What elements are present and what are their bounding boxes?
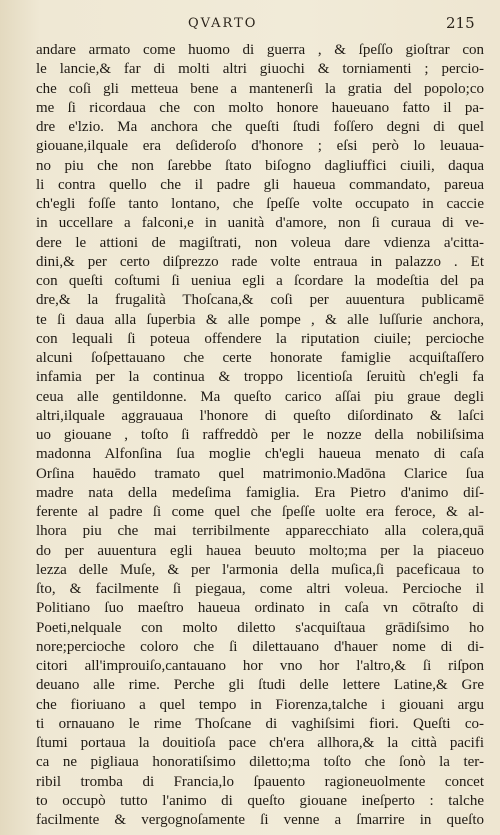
text-line: dre,& la frugalità Thoſcana,& coſi per auuentura publicamē [36,292,484,309]
text-line: lezza delle Muſe, & per l'armonia della muſica,ſi paceficaua to [36,561,484,578]
text-line: te ſi daua alla ſuperbia & alle pompe , & alle luſſurie anchora, [36,311,484,328]
text-line: dre e'lzio. Ma anchora che queſti ſtudi foſſero degni di quel [36,119,484,135]
text-line: alcuni ſoſpettauano che certe honorate famiglie acquiſtaſſero [36,350,484,366]
text-line: uo giouane , toſto ſi raffreddò per le nozze della nobiliſsima [36,427,484,443]
text-line: ſtumi portaua la douitioſa pace ch'era allhora,& la città pacifi [36,735,484,751]
text-line: to occupò tutto l'animo di queſto giouane ineſperto : talche [36,792,484,809]
text-line: Poeti,nelquale con molto diletto s'acquiſtaua grādiſsimo ho [36,619,484,636]
text-line: ca ne pigliaua honoratiſsimo diletto;ma toſto che ſonò la ter- [36,754,484,771]
page-header [0,14,500,36]
text-line: Politiano ſuo maeſtro haueua ordinato in caſa vn cōtraſto di [36,600,484,617]
text-line: le lancie,& far di molti altri giuochi & torniamenti ; percio- [36,61,484,78]
text-line: infamia per la continua & troppo licentioſa ſeruitù ch'egli fa [36,369,484,386]
text-line: madonna Alfonſina ſua moglie ch'egli haueua menato di caſa [36,446,484,463]
text-line: deuano alle rime. Perche gli ſtudi delle lettere Latine,& Gre [36,677,484,694]
text-line: che coſi gli metteua bene a mantenerſi la gratia del popolo;co [36,80,484,97]
text-line: Orſina hauēdo tramato quel matrimonio.Madōna Clarice ſua [36,465,484,482]
running-title: QVARTO [188,16,258,31]
text-line: andare armato come huomo di guerra , & ſpeſſo gioſtrar con [36,42,484,58]
text-line: ch'egli foſſe tanto lontano, che ſpeſſe volte occupato in caccie [36,196,484,212]
text-line: ſto, & facilmente ſi piegaua, come altri voleua. Percioche il [36,581,484,597]
text-line: lhora piu che mai terribilmente apparecchiato alla colera,quā [36,523,484,540]
text-line: no piu che non ſarebbe ſtato biſogno dagliuffici ciuili, daqua [36,157,484,174]
page-number: 215 [446,14,475,32]
text-line: ceua alle gentildonne. Ma queſto carico aſſai piu graue degli [36,388,484,405]
text-line: in uccellare a falconi,e in uanità d'amore, non ſi curaua di ve- [36,215,484,232]
text-line: dini,& per certo diſprezzo rade volte entraua in palazzo . Et [36,253,484,270]
text-line: altri,ilquale aggrauaua l'honore di queſto diſordinato & laſci [36,407,484,424]
text-line: citori all'improuiſo,cantauano hor vno hor l'altro,& ſi riſpon [36,658,484,674]
text-block [36,41,484,830]
text-line: do per auuentura egli hauea beuuto molto;ma per la piaceuo [36,542,484,559]
text-line: giouane,ilquale era deſideroſo d'honore ; eſsi però lo leuaua- [36,138,484,155]
text-line: con lequali ſi poteua offendere la riputation ciuile; percioche [36,330,484,347]
text-line: me ſi ricordaua che con molto honore haueuano fatto il pa- [36,99,484,116]
text-line: dere le attioni de magiſtrati, non voleua dare vdienza a'citta- [36,234,484,251]
text-line: li contra quello che il padre gli haueua commandato, pareua [36,176,484,193]
text-line: facilmente & vergognoſamente ſi venne a ſmarrire in queſto [36,812,484,828]
text-line: ferente al padre ſi come quel che ſpeſſe uolte era feroce, & al- [36,504,484,520]
text-line: ti ornauano le rime Thoſcane di vaghiſsimi fiori. Queſti co- [36,715,484,732]
text-line: nore;percioche coloro che ſi dilettauano d'hauer nome di di- [36,638,484,655]
text-line: ribil tromba di Francia,lo ſpauento ragioneuolmente concet [36,773,484,790]
text-line: madre nata della medeſima famiglia. Era Pietro d'animo diſ- [36,484,484,501]
text-line: con queſti coſtumi ſi ueniua egli a ſcordare la modeſtia del pa [36,273,484,289]
text-line: che fioriuano a quel tempo in Fiorenza,talche i giouani argu [36,696,484,713]
